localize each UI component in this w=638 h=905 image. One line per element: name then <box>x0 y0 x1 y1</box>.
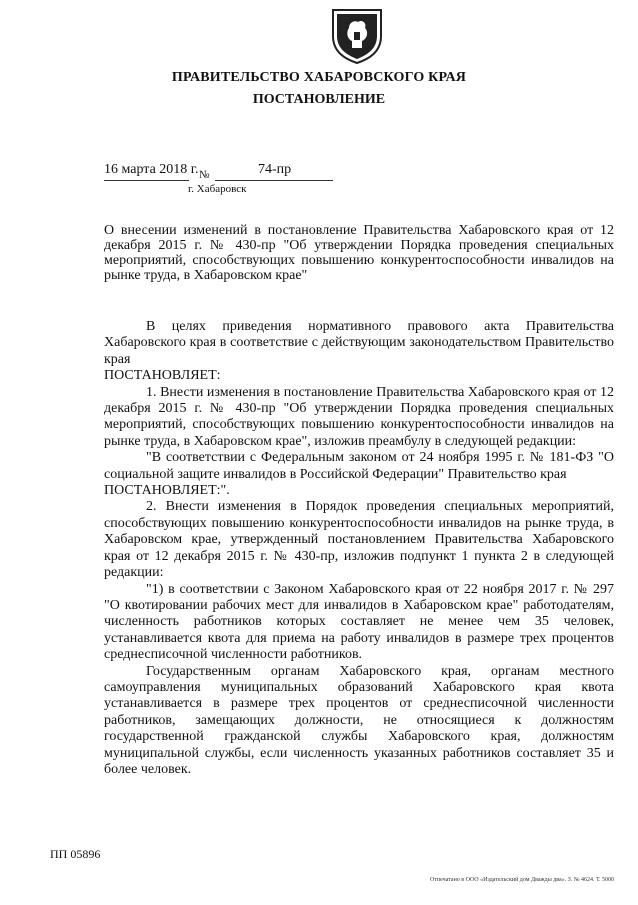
document-number: 74-пр <box>258 162 292 177</box>
paragraph-resolves-quoted: ПОСТАНОВЛЯЕТ:". <box>104 483 230 499</box>
document-city: г. Хабаровск <box>188 183 247 195</box>
number-underline <box>215 180 333 181</box>
date-underline <box>104 180 189 181</box>
coat-of-arms-icon <box>331 6 383 64</box>
document-subject: О внесении изменений в постановление Правительства Хабаровского края от 12 декабря 2015 г. № 430-пр "Об утверждении Порядка проведения специальных мероприятий, способствующих повышению конкурентоспособности инвалидов на рынке труда, в Хабаровском крае" <box>104 223 614 283</box>
paragraph-new-preamble: "В соответствии с Федеральным законом от 24 ноября 1995 г. № 181-ФЗ "О социальной защите инвалидов в Российской Федерации" Правительство края <box>104 450 614 482</box>
document-type: ПОСТАНОВЛЕНИЕ <box>252 92 386 107</box>
document-date: 16 марта 2018 г. <box>104 162 199 177</box>
document-body <box>104 319 614 778</box>
paragraph-item-2: 2. Внести изменения в Порядок проведения специальных мероприятий, способствующих повышению конкурентоспособности инвалидов на рынке труда, в Хабаровском крае, утвержденный постановлением Правительства Хабаровского края от 12 декабря 2015 г. № 430-пр, изложив подпункт 1 пункта 2 в следующей редакции: <box>104 499 614 581</box>
paragraph-resolves: ПОСТАНОВЛЯЕТ: <box>104 368 221 384</box>
document-code: ПП 05896 <box>50 847 101 861</box>
paragraph-state-bodies: Государственным органам Хабаровского края, органам местного самоуправления муниципальных образований Хабаровского края квота устанавливается в размере трех процентов от среднесписочной численности работников, замещающих должности, не относящиеся к должностям государственной гражданской службы Хабаровского края, должностям муниципальной службы, если численность указанных работников составляет 35 и более человек. <box>104 663 614 777</box>
number-label: № <box>199 169 210 181</box>
paragraph-subitem-1: "1) в соответствии с Законом Хабаровского края от 22 ноября 2017 г. № 297 "О квотировании рабочих мест для инвалидов в Хабаровском крае" работодателям, численность работников которых составляет не менее чем 35 человек, устанавливается квота для приема на работу инвалидов в размере трех процентов среднесписочной численности работников. <box>104 581 614 663</box>
paragraph-preamble: В целях приведения нормативного правового акта Правительства Хабаровского края в соответствие с действующим законодательством Правительство края <box>104 319 614 367</box>
org-title: ПРАВИТЕЛЬСТВО ХАБАРОВСКОГО КРАЯ <box>171 70 467 85</box>
printer-note: Отпечатано в ООО «Издательский дом Дважды два». З. № 4624. Т. 5000 <box>430 877 615 883</box>
paragraph-item-1: 1. Внести изменения в постановление Правительства Хабаровского края от 12 декабря 2015 г. № 430-пр "Об утверждении Порядка проведения специальных мероприятий, способствующих повышению конкурентоспособности инвалидов на рынке труда, в Хабаровском крае", изложив преамбулу в следующей редакции: <box>104 384 614 449</box>
